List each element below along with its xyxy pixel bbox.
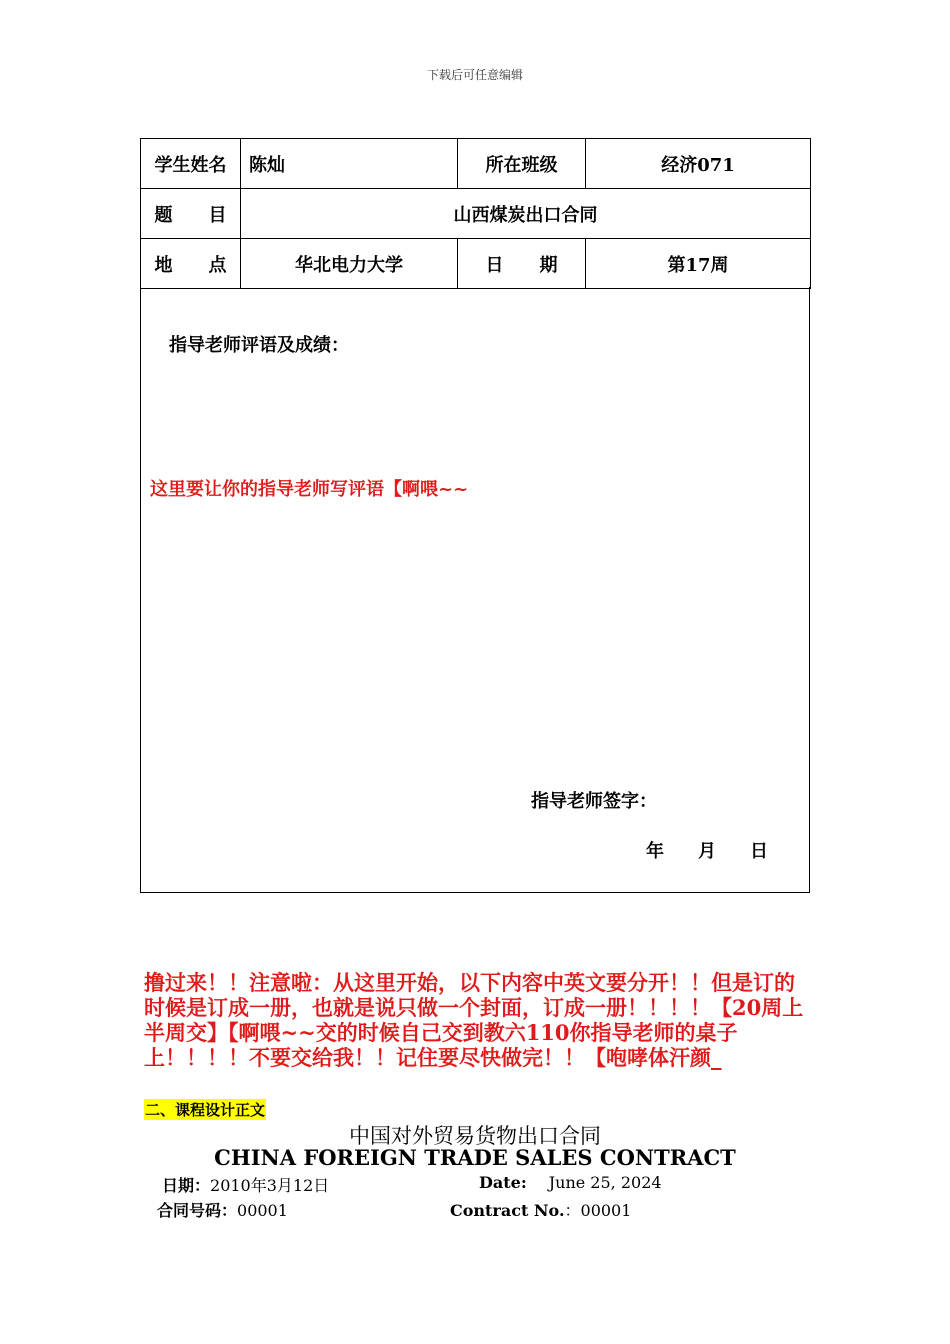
contract-title-en: CHINA FOREIGN TRADE SALES CONTRACT [214,1145,736,1170]
contract-no-value-cn: 00001 [237,1201,288,1220]
table-row [141,239,811,289]
signature-date-line [646,837,768,863]
contract-no-value-en: ：00001 [564,1201,632,1220]
contract-title-cn: 中国对外贸易货物出口合同 [349,1124,601,1148]
student-info-table [140,138,811,289]
date-value-en: June 25, 2024 [548,1173,662,1192]
header-note: 下载后可任意编辑 [426,68,523,82]
date-value: 第17周 [586,239,811,289]
date-label: 日 期 [458,239,586,289]
student-name-label: 学生姓名 [141,139,241,189]
date-value-cn: 2010年3月12日 [210,1176,330,1195]
section-header: 二、课程设计正文 [145,1101,266,1119]
class-label: 所在班级 [458,139,586,189]
table-row [141,139,811,189]
topic-label: 题 目 [141,189,241,239]
date-en [479,1173,662,1192]
contract-no-cn [157,1198,288,1221]
month-label: 月 [698,841,716,862]
table-row [141,189,811,239]
topic-value: 山西煤炭出口合同 [241,189,811,239]
day-label: 日 [750,841,768,862]
student-name-value: 陈灿 [241,139,458,189]
red-warning-paragraph: 撸过来！！注意啦：从这里开始，以下内容中英文要分开！！但是订的时候是订成一册，也就是说只做一个封面，订成一册！！！！【20周上半周交】【啊喂~~交的时候自己交到教六110你指导老师的桌子上！！！！不要交给我！！记住要尽快做完！！【咆哮体汗颜_ [144,970,804,1070]
contract-no-label-en: Contract No. [450,1201,565,1220]
contract-no-label-cn: 合同号码： [157,1201,238,1220]
teacher-signature-label: 指导老师签字： [531,791,657,812]
class-value: 经济071 [586,139,811,189]
comment-label: 指导老师评语及成绩： [169,335,349,356]
date-label-en: Date: [479,1173,527,1192]
teacher-comment-box [140,287,810,893]
contract-no-en [450,1198,631,1221]
date-cn [162,1173,329,1196]
date-label-cn: 日期： [162,1176,211,1195]
red-instruction-note: 这里要让你的指导老师写评语【啊喂~~ [150,479,469,500]
place-value: 华北电力大学 [241,239,458,289]
year-label: 年 [646,841,664,862]
place-label: 地 点 [141,239,241,289]
